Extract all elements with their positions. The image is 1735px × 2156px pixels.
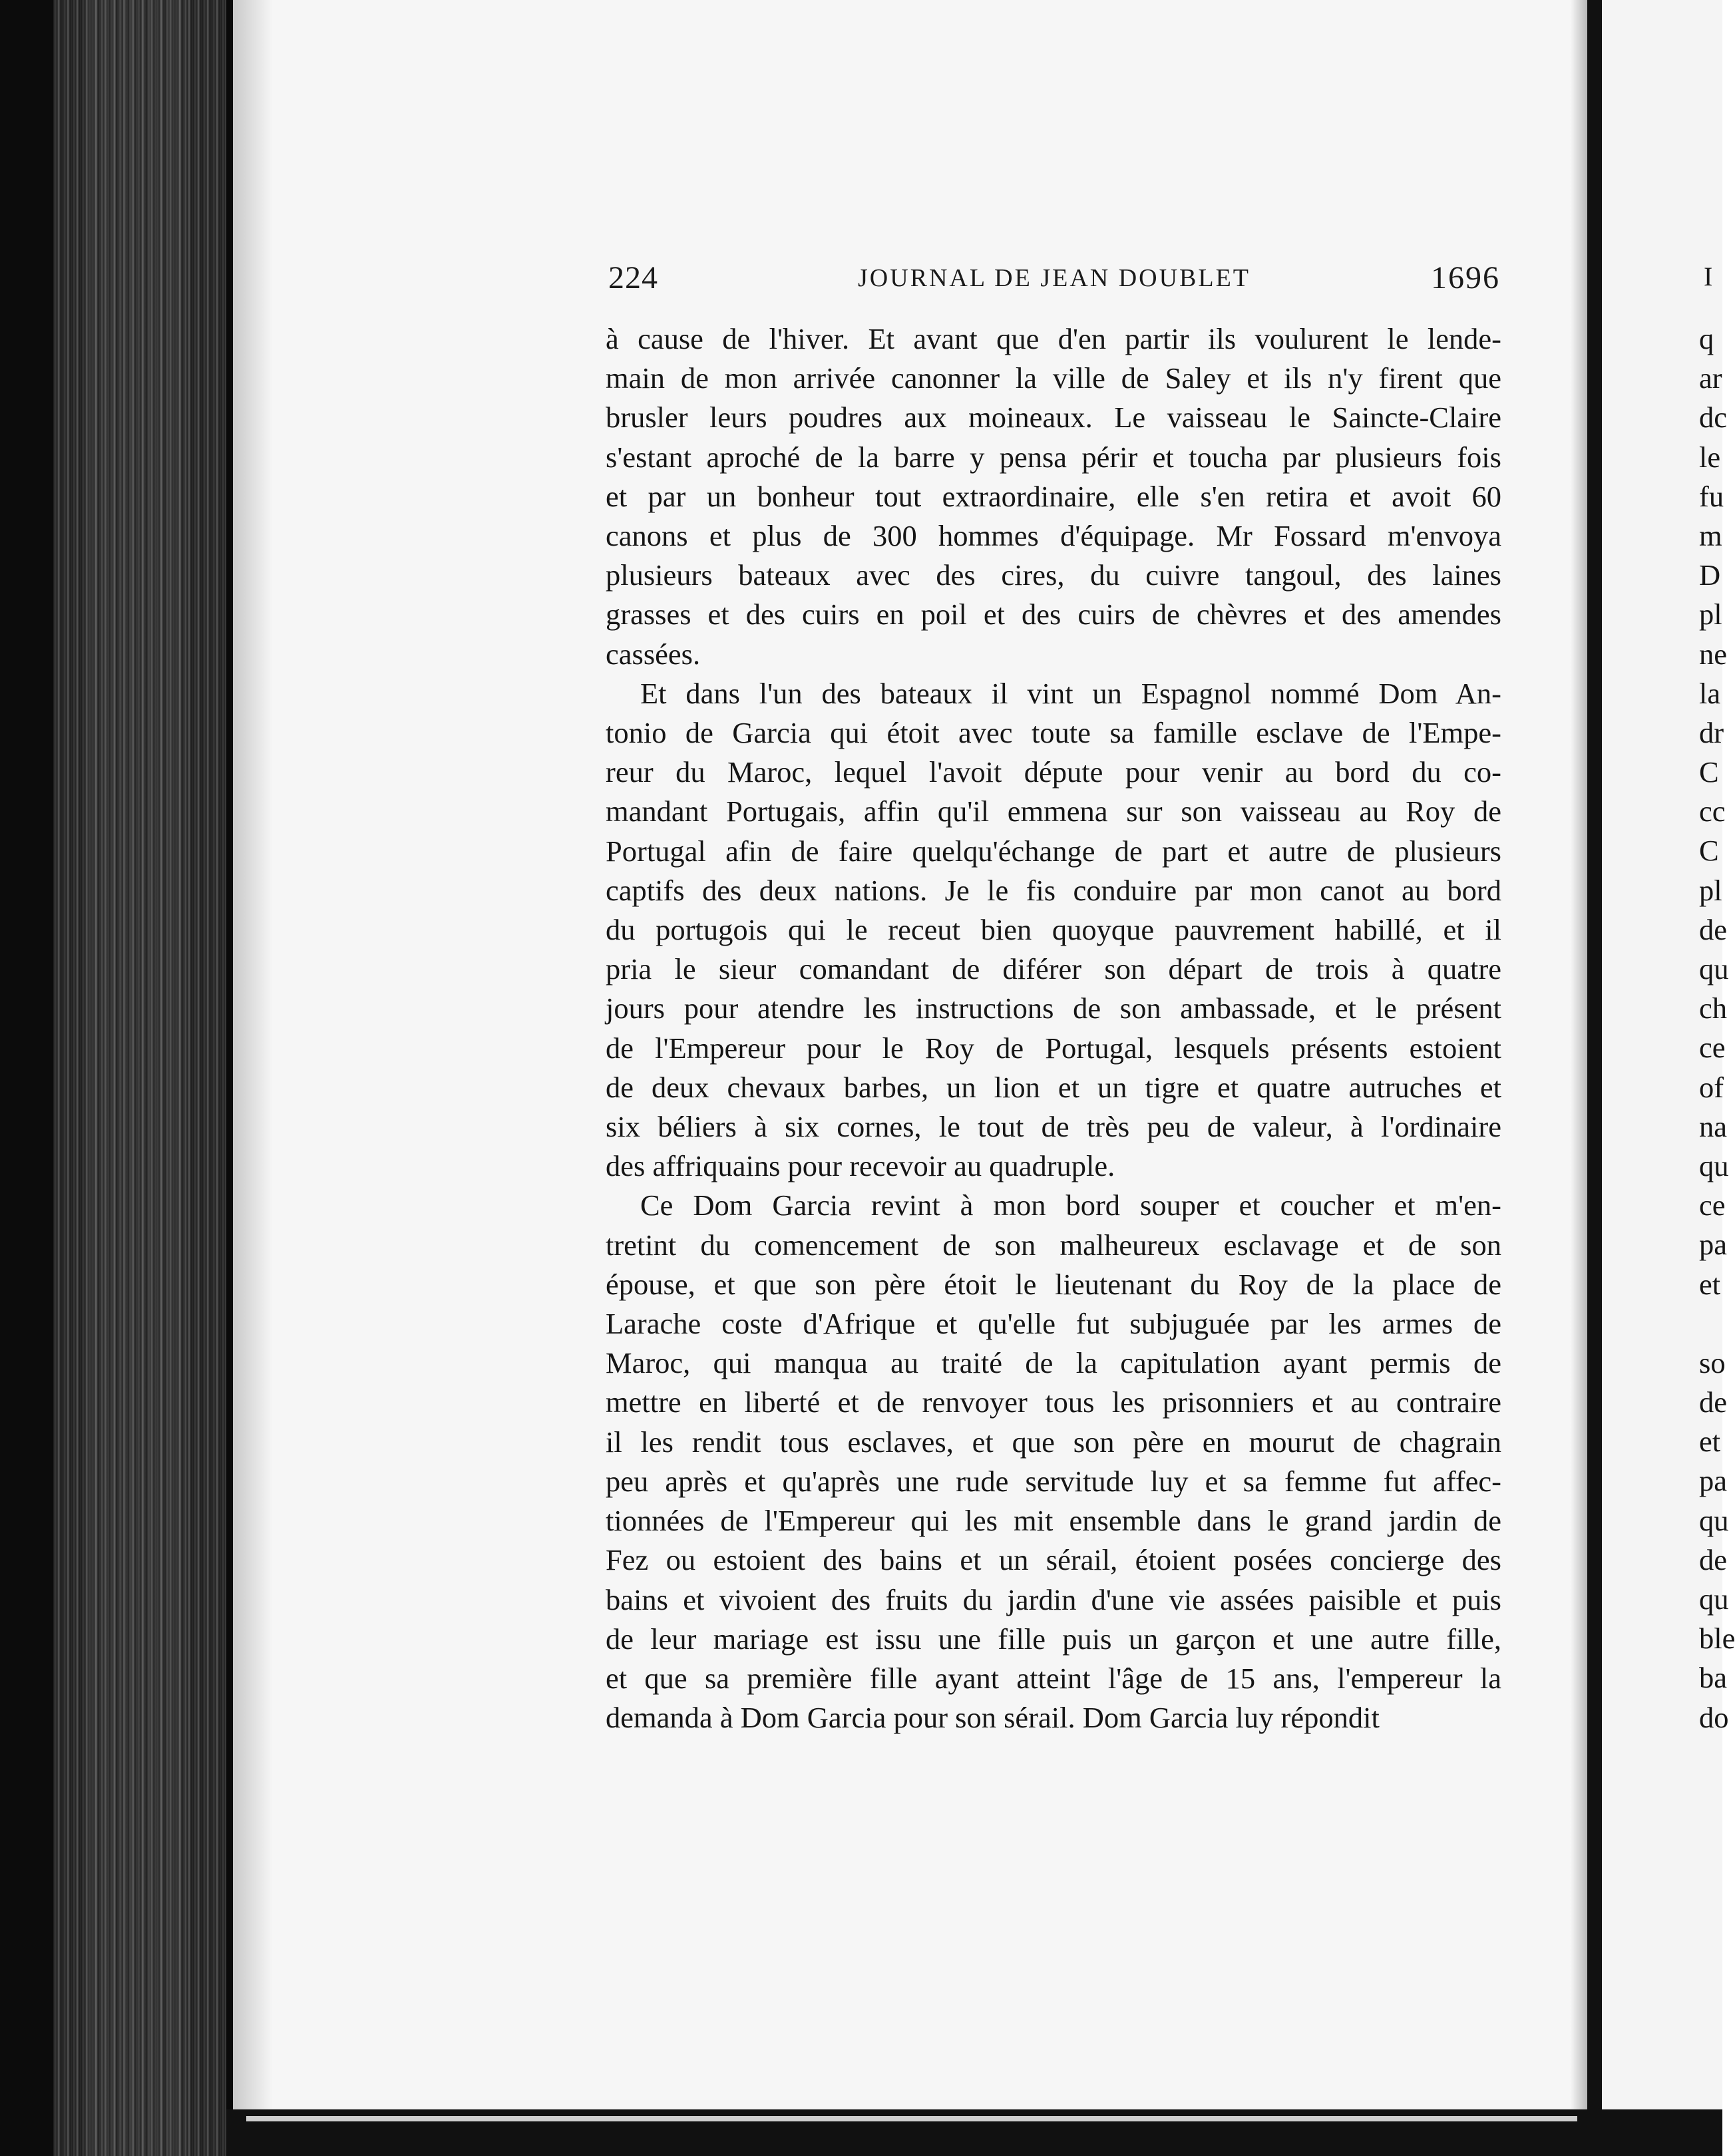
next-page-line-fragment: do — [1699, 1700, 1729, 1734]
text-line: plusieurs bateaux avec des cires, du cuivre tangoul, des laines — [606, 558, 1501, 592]
next-page-line-fragment: fu — [1699, 479, 1724, 513]
text-line: mandant Portugais, affin qu'il emmena sur son vaisseau au Roy de — [606, 795, 1501, 828]
text-line: Larache coste d'Afrique et qu'elle fut subjuguée par les armes de — [606, 1307, 1501, 1341]
next-page-line-fragment: ch — [1699, 991, 1728, 1025]
page-edge-shadow — [233, 0, 273, 2116]
next-page-line-fragment: pl — [1699, 598, 1722, 631]
text-line: main de mon arrivée canonner la ville de Saley et ils n'y firent que — [606, 361, 1501, 395]
next-page-line-fragment: D — [1699, 558, 1721, 592]
next-page-line-fragment: de — [1699, 1542, 1728, 1576]
fore-edge-highlight — [87, 0, 186, 2156]
text-line: brusler leurs poudres aux moineaux. Le vaisseau le Saincte-Claire — [606, 401, 1501, 435]
header-year: 1696 — [1431, 260, 1500, 295]
text-line: épouse, et que son père étoit le lieutenant du Roy de la place de — [606, 1267, 1501, 1301]
next-page-line-fragment: ba — [1699, 1661, 1728, 1695]
next-page-line-fragment: dc — [1699, 401, 1728, 435]
next-page-line-fragment: qu — [1699, 1582, 1729, 1616]
next-page-line-fragment: qu — [1699, 1503, 1729, 1537]
text-line: bains et vivoient des fruits du jardin d'une vie assées paisible et puis — [606, 1582, 1501, 1616]
next-page-line-fragment: ble — [1699, 1622, 1735, 1656]
text-line: six béliers à six cornes, le tout de très peu de valeur, à l'ordinaire — [606, 1110, 1501, 1144]
text-line: et par un bonheur tout extraordinaire, elle s'en retira et avoit 60 — [606, 479, 1501, 513]
running-title: JOURNAL DE JEAN DOUBLET — [857, 264, 1251, 292]
next-page-line-fragment: qu — [1699, 1149, 1729, 1182]
next-page-line-fragment: ne — [1699, 637, 1728, 671]
next-page-line-fragment: so — [1699, 1346, 1726, 1379]
text-line: reur du Maroc, lequel l'avoit députe pour venir au bord du co- — [606, 755, 1501, 789]
paragraph — [606, 1186, 1501, 1737]
text-line: Et dans l'un des bateaux il vint un Espagnol nommé Dom An- — [640, 676, 1501, 710]
text-line: pria le sieur comandant de diférer son départ de trois à quatre — [606, 952, 1501, 986]
next-page-line-fragment: de — [1699, 1385, 1728, 1419]
next-page-line-fragment: C — [1699, 834, 1719, 868]
next-page-line-fragment: na — [1699, 1109, 1728, 1143]
next-page-line-fragment: of — [1699, 1070, 1724, 1104]
page-number: 224 — [608, 260, 658, 295]
text-line: Fez ou estoient des bains et un sérail, étoient posées concierge des — [606, 1543, 1501, 1577]
text-line: peu après et qu'après une rude servitude luy et sa femme fut affec- — [606, 1464, 1501, 1498]
text-line: tretint du comencement de son malheureux esclavage et de son — [606, 1228, 1501, 1262]
next-page-line-fragment: ce — [1699, 1031, 1726, 1065]
text-line: de l'Empereur pour le Roy de Portugal, lesquels présents estoient — [606, 1031, 1501, 1065]
next-page-line-fragment: q — [1699, 322, 1714, 355]
cover-edge — [226, 0, 233, 2156]
text-line: jours pour atendre les instructions de son ambassade, et le présent — [606, 991, 1501, 1025]
next-page-line-fragment: de — [1699, 912, 1728, 946]
paragraph — [606, 319, 1501, 674]
next-page-line-fragment: dr — [1699, 715, 1724, 749]
text-line: de leur mariage est issu une fille puis un garçon et une autre fille, — [606, 1622, 1501, 1656]
next-page-line-fragment — [1699, 1304, 1726, 1344]
next-page-header: I — [1704, 262, 1713, 291]
text-line: il les rendit tous esclaves, et que son père en mourut de chagrain — [606, 1425, 1501, 1459]
next-page-line-fragment: pa — [1699, 1464, 1728, 1498]
next-page-line-fragment: la — [1699, 676, 1721, 710]
running-header — [608, 260, 1500, 306]
text-line: de deux chevaux barbes, un lion et un tigre et quatre autruches et — [606, 1070, 1501, 1104]
text-line: tionnées de l'Empereur qui les mit ensemble dans le grand jardin de — [606, 1504, 1501, 1538]
next-page-line-fragment: qu — [1699, 952, 1729, 986]
next-page-line-fragment: cc — [1699, 795, 1726, 828]
next-page-line-fragment: ar — [1699, 361, 1722, 395]
next-page-line-fragment: le — [1699, 440, 1721, 474]
page-body — [606, 319, 1501, 1737]
text-line: Maroc, qui manqua au traité de la capitulation ayant permis de — [606, 1346, 1501, 1380]
text-line: grasses et des cuirs en poil et des cuirs de chèvres et des amendes — [606, 598, 1501, 631]
text-line: et que sa première fille ayant atteint l'âge de 15 ans, l'empereur la — [606, 1661, 1501, 1695]
text-line: Portugal afin de faire quelqu'échange de part et autre de plusieurs — [606, 834, 1501, 868]
text-line: cassées. — [606, 637, 701, 671]
text-line: des affriquains pour recevoir au quadruple. — [606, 1149, 1115, 1183]
next-page-line-fragment: ce — [1699, 1188, 1726, 1222]
next-page-line-fragment: pl — [1699, 873, 1722, 907]
text-line: canons et plus de 300 hommes d'équipage. Mr Fossard m'envoya — [606, 519, 1501, 553]
paragraph — [606, 674, 1501, 1186]
text-line: du portugois qui le receut bien quoyque pauvrement habillé, et il — [606, 913, 1501, 947]
text-line: captifs des deux nations. Je le fis conduire par mon canot au bord — [606, 873, 1501, 907]
next-page-line-fragment: m — [1699, 518, 1722, 552]
text-line: tonio de Garcia qui étoit avec toute sa famille esclave de l'Empe- — [606, 716, 1501, 750]
next-page-text-fragment — [1699, 319, 1735, 1737]
book-gutter — [1587, 0, 1602, 2116]
scanner-background — [0, 0, 53, 2156]
text-line: s'estant aproché de la barre y pensa périr et toucha par plusieurs fois — [606, 440, 1501, 474]
text-line: à cause de l'hiver. Et avant que d'en partir ils voulurent le lende- — [606, 322, 1501, 355]
text-line: Ce Dom Garcia revint à mon bord souper et coucher et m'en- — [640, 1188, 1501, 1222]
bottom-page-edge — [246, 2116, 1577, 2121]
next-page-line-fragment: et — [1699, 1267, 1721, 1301]
text-line: demanda à Dom Garcia pour son sérail. Dom Garcia luy répondit — [606, 1701, 1380, 1735]
next-page-line-fragment: et — [1699, 1425, 1721, 1459]
gutter-shadow — [1571, 0, 1587, 2116]
next-page-line-fragment: C — [1699, 755, 1719, 789]
text-line: mettre en liberté et de renvoyer tous les prisonniers et au contraire — [606, 1385, 1501, 1419]
next-page-line-fragment: pa — [1699, 1228, 1728, 1262]
